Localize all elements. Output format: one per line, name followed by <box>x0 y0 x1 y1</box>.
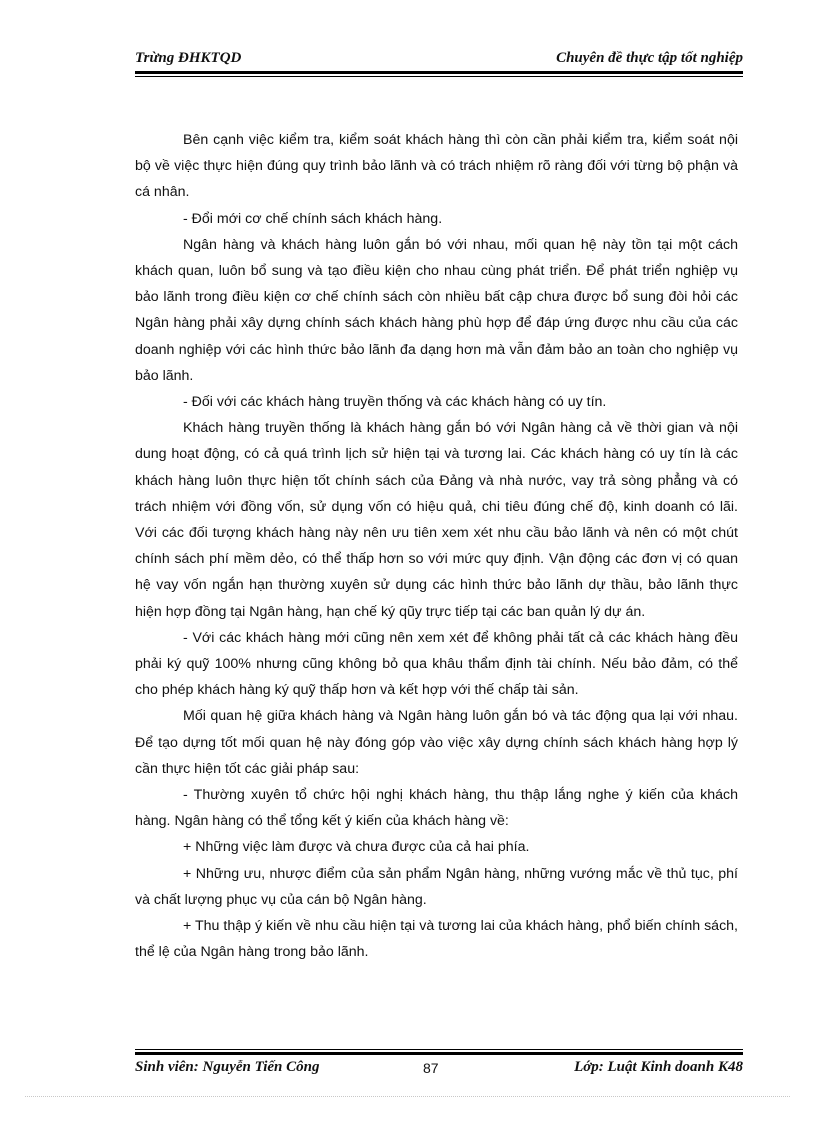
bottom-dotted-line <box>25 1096 790 1097</box>
header-report-title: Chuyên đề thực tập tốt nghiệp <box>556 50 743 66</box>
footer-rule-thick <box>135 1052 743 1055</box>
paragraph: Khách hàng truyền thống là khách hàng gắn bó với Ngân hàng cả về thời gian và nội dung hoạt động, có cả quá trình lịch sử hiện tại và tương lai. Các khách hàng có uy tín là các khách hàng luôn thực hiện tốt chính sách của Đảng và nhà nước, vay trả sòng phẳng và có trách nhiệm với đồng vốn, sử dụng vốn có hiệu quả, chi tiêu đúng chế độ, kinh doanh có lãi. Với các đối tượng khách hàng này nên ưu tiên xem xét nhu cầu bảo lãnh và nên có một chút chính sách phí mềm dẻo, có thể thấp hơn so với mức quy định. Vận động các đơn vị có quan hệ vay vốn ngắn hạn thường xuyên sử dụng các hình thức bảo lãnh dự thầu, bảo lãnh thực hiện hợp đồng tại Ngân hàng, hạn chế ký qũy trực tiếp tại các ban quản lý dự án. <box>135 420 738 620</box>
footer-class: Lớp: Luật Kinh doanh K48 <box>574 1059 743 1075</box>
paragraph: + Những việc làm được và chưa được của cả hai phía. <box>183 839 530 856</box>
paragraph: Mối quan hệ giữa khách hàng và Ngân hàng luôn gắn bó và tác động qua lại với nhau. Để tạo dựng tốt mối quan hệ này đóng góp vào việc xây dựng chính sách khách hàng hợp lý cần thực hiện tốt các giải pháp sau: <box>135 708 738 777</box>
header-rule-thin <box>135 76 743 77</box>
paragraph: + Thu thập ý kiến về nhu cầu hiện tại và tương lai của khách hàng, phổ biến chính sách, thể lệ của Ngân hàng trong bảo lãnh. <box>135 918 738 961</box>
header-rule-thick <box>135 71 743 74</box>
paragraph: + Những ưu, nhược điểm của sản phẩm Ngân hàng, những vướng mắc về thủ tục, phí và chất lượng phục vụ của cán bộ Ngân hàng. <box>135 865 738 908</box>
header-school: Trừng ĐHKTQD <box>135 50 242 66</box>
footer-rule-thin <box>135 1049 743 1050</box>
footer-student: Sinh viên: Nguyễn Tiến Công <box>135 1059 320 1075</box>
paragraph: - Thường xuyên tổ chức hội nghị khách hàng, thu thập lắng nghe ý kiến của khách hàng. Ngân hàng có thể tổng kết ý kiến của khách hàng về: <box>135 787 738 830</box>
paragraph: Bên cạnh việc kiểm tra, kiểm soát khách hàng thì còn cần phải kiểm tra, kiểm soát nội bộ về việc thực hiện đúng quy trình bảo lãnh và có trách nhiệm rõ ràng đối với từng bộ phận và cá nhân. <box>135 132 738 201</box>
page-header <box>135 50 743 70</box>
paragraph: - Đổi mới cơ chế chính sách khách hàng. <box>183 210 443 227</box>
paragraph: Ngân hàng và khách hàng luôn gắn bó với nhau, mối quan hệ này tồn tại một cách khách quan, luôn bổ sung và tạo điều kiện cho nhau cùng phát triển. Để phát triển nghiệp vụ bảo lãnh trong điều kiện cơ chế chính sách còn nhiều bất cập chưa được bổ sung đòi hỏi các Ngân hàng phải xây dựng chính sách khách hàng phù hợp để đáp ứng được nhu cầu của các doanh nghiệp với các hình thức bảo lãnh đa dạng hơn mà vẫn đảm bảo an toàn cho nghiệp vụ bảo lãnh. <box>135 236 738 384</box>
paragraph: - Đối với các khách hàng truyền thống và các khách hàng có uy tín. <box>183 394 607 411</box>
body-text <box>135 127 738 966</box>
page-footer <box>135 1059 743 1079</box>
page-number: 87 <box>423 1060 439 1076</box>
paragraph: - Với các khách hàng mới cũng nên xem xét để không phải tất cả các khách hàng đều phải ký quỹ 100% nhưng cũng không bỏ qua khâu thẩm định tài chính. Nếu bảo đảm, có thể cho phép khách hàng ký quỹ thấp hơn và kết hợp với thế chấp tài sản. <box>135 629 738 699</box>
